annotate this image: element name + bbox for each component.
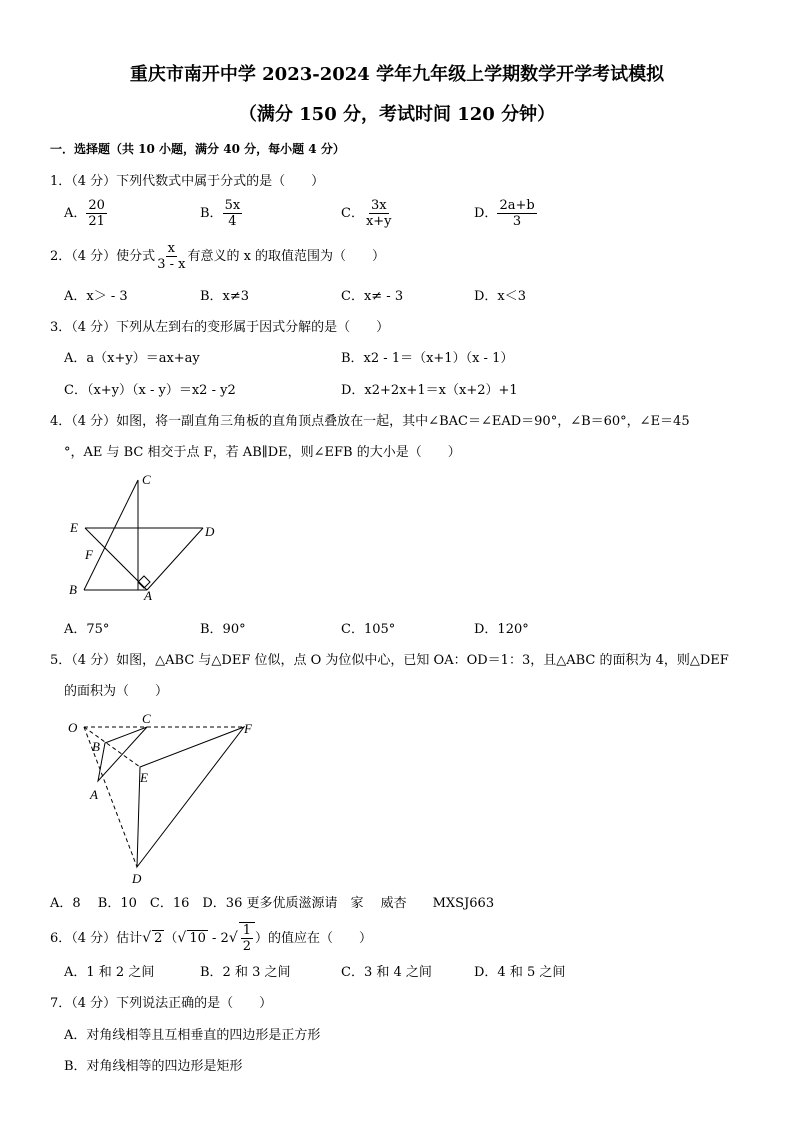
question-3-stem: 3．（4 分）下列从左到右的变形属于因式分解的是（ ） (50, 320, 390, 335)
q2-option-a: A．x＞ - 3 (64, 289, 128, 304)
q7-option-b: B．对角线相等的四边形是矩形 (64, 1059, 243, 1074)
q4-option-b: B．90° (200, 622, 246, 637)
label-b: B (69, 582, 77, 597)
q2-option-d: D．x＜3 (474, 289, 527, 304)
label-a: A (144, 588, 152, 603)
question-2-stem: 2．（4 分）使分式 $\frac{x}{3 - x}$ 有意义的 x 的取值范围为（ ） (50, 241, 386, 272)
q3-option-a: A．a（x+y）＝ax+ay (64, 351, 200, 366)
q6-option-c: C．3 和 4 之间 (341, 965, 432, 980)
label-f: F (85, 547, 93, 562)
q4-triangle-figure (60, 468, 230, 608)
q1-option-c: C． $\frac{3x}{x+y}$ (341, 198, 392, 229)
triangle-def (137, 727, 244, 867)
label-o: O (68, 720, 78, 735)
label-e: E (70, 520, 78, 535)
q3-option-c: C．（x+y）（x - y）＝x2 - y2 (64, 383, 236, 398)
label-b: B (92, 739, 100, 754)
q3-option-b: B．x2 - 1＝（x+1）（x - 1） (341, 351, 514, 366)
label-f: F (244, 721, 252, 736)
q4-option-d: D．120° (474, 622, 529, 637)
q6-option-a: A．1 和 2 之间 (64, 965, 155, 980)
q1-option-b: B． $\frac{5x}{4}$ (200, 198, 241, 229)
label-c: C (142, 711, 151, 726)
q3-option-d: D．x2+2x+1＝x（x+2）+1 (341, 383, 518, 398)
q5-options: A．8 B．10 C．16 D．36 更多优质滋源请 家 威杏 MXSJ663 (50, 896, 495, 911)
section-heading: 一．选择题（共 10 小题，满分 40 分，每小题 4 分） (50, 142, 345, 156)
q4-option-a: A．75° (64, 622, 110, 637)
label-d: D (205, 524, 215, 539)
page-title: 重庆市南开中学 2023-2024 学年九年级上学期数学开学考试模拟 (129, 64, 665, 85)
q1-option-a: A． $\frac{20}{21}$ (64, 198, 105, 229)
label-d: D (132, 871, 142, 885)
q2-option-b: B．x≠3 (200, 289, 250, 304)
q5-similar-triangle-figure (60, 705, 270, 885)
question-1-stem: 1．（4 分）下列代数式中属于分式的是（ ） (50, 174, 325, 189)
label-a: A (90, 787, 98, 802)
q6-option-d: D．4 和 5 之间 (474, 965, 566, 980)
label-c: C (142, 472, 151, 487)
question-7-stem: 7．（4 分）下列说法正确的是（ ） (50, 996, 273, 1011)
label-e: E (140, 770, 148, 785)
right-angle-mark (138, 576, 150, 588)
question-5-line-2: 的面积为（ ） (64, 684, 169, 699)
question-4-line-2: °，AE 与 BC 相交于点 F，若 AB∥DE，则∠EFB 的大小是（ ） (64, 445, 461, 460)
q1-option-d: D． $\frac{2a+b}{3}$ (474, 198, 535, 229)
q6-option-b: B．2 和 3 之间 (200, 965, 291, 980)
page-subtitle: （满分 150 分，考试时间 120 分钟） (238, 104, 556, 125)
line-da (147, 528, 203, 590)
q7-option-a: A．对角线相等且互相垂直的四边形是正方形 (64, 1028, 321, 1043)
q4-option-c: C．105° (341, 622, 396, 637)
question-5-line-1: 5．（4 分）如图，△ABC 与△DEF 位似，点 O 为位似中心，已知 OA：OD＝1：3，且△ABC 的面积为 4，则△DEF (50, 653, 729, 668)
question-6-stem: 6．（4 分）估计√ 2 （√ 10 - 2√ $\frac{1}{2}$ ）的值应在（ ） (50, 923, 373, 954)
q2-option-c: C．x≠ - 3 (341, 289, 404, 304)
question-4-line-1: 4．（4 分）如图，将一副直角三角板的直角顶点叠放在一起，其中∠BAC＝∠EAD＝90°，∠B＝60°，∠E＝45 (50, 414, 690, 429)
